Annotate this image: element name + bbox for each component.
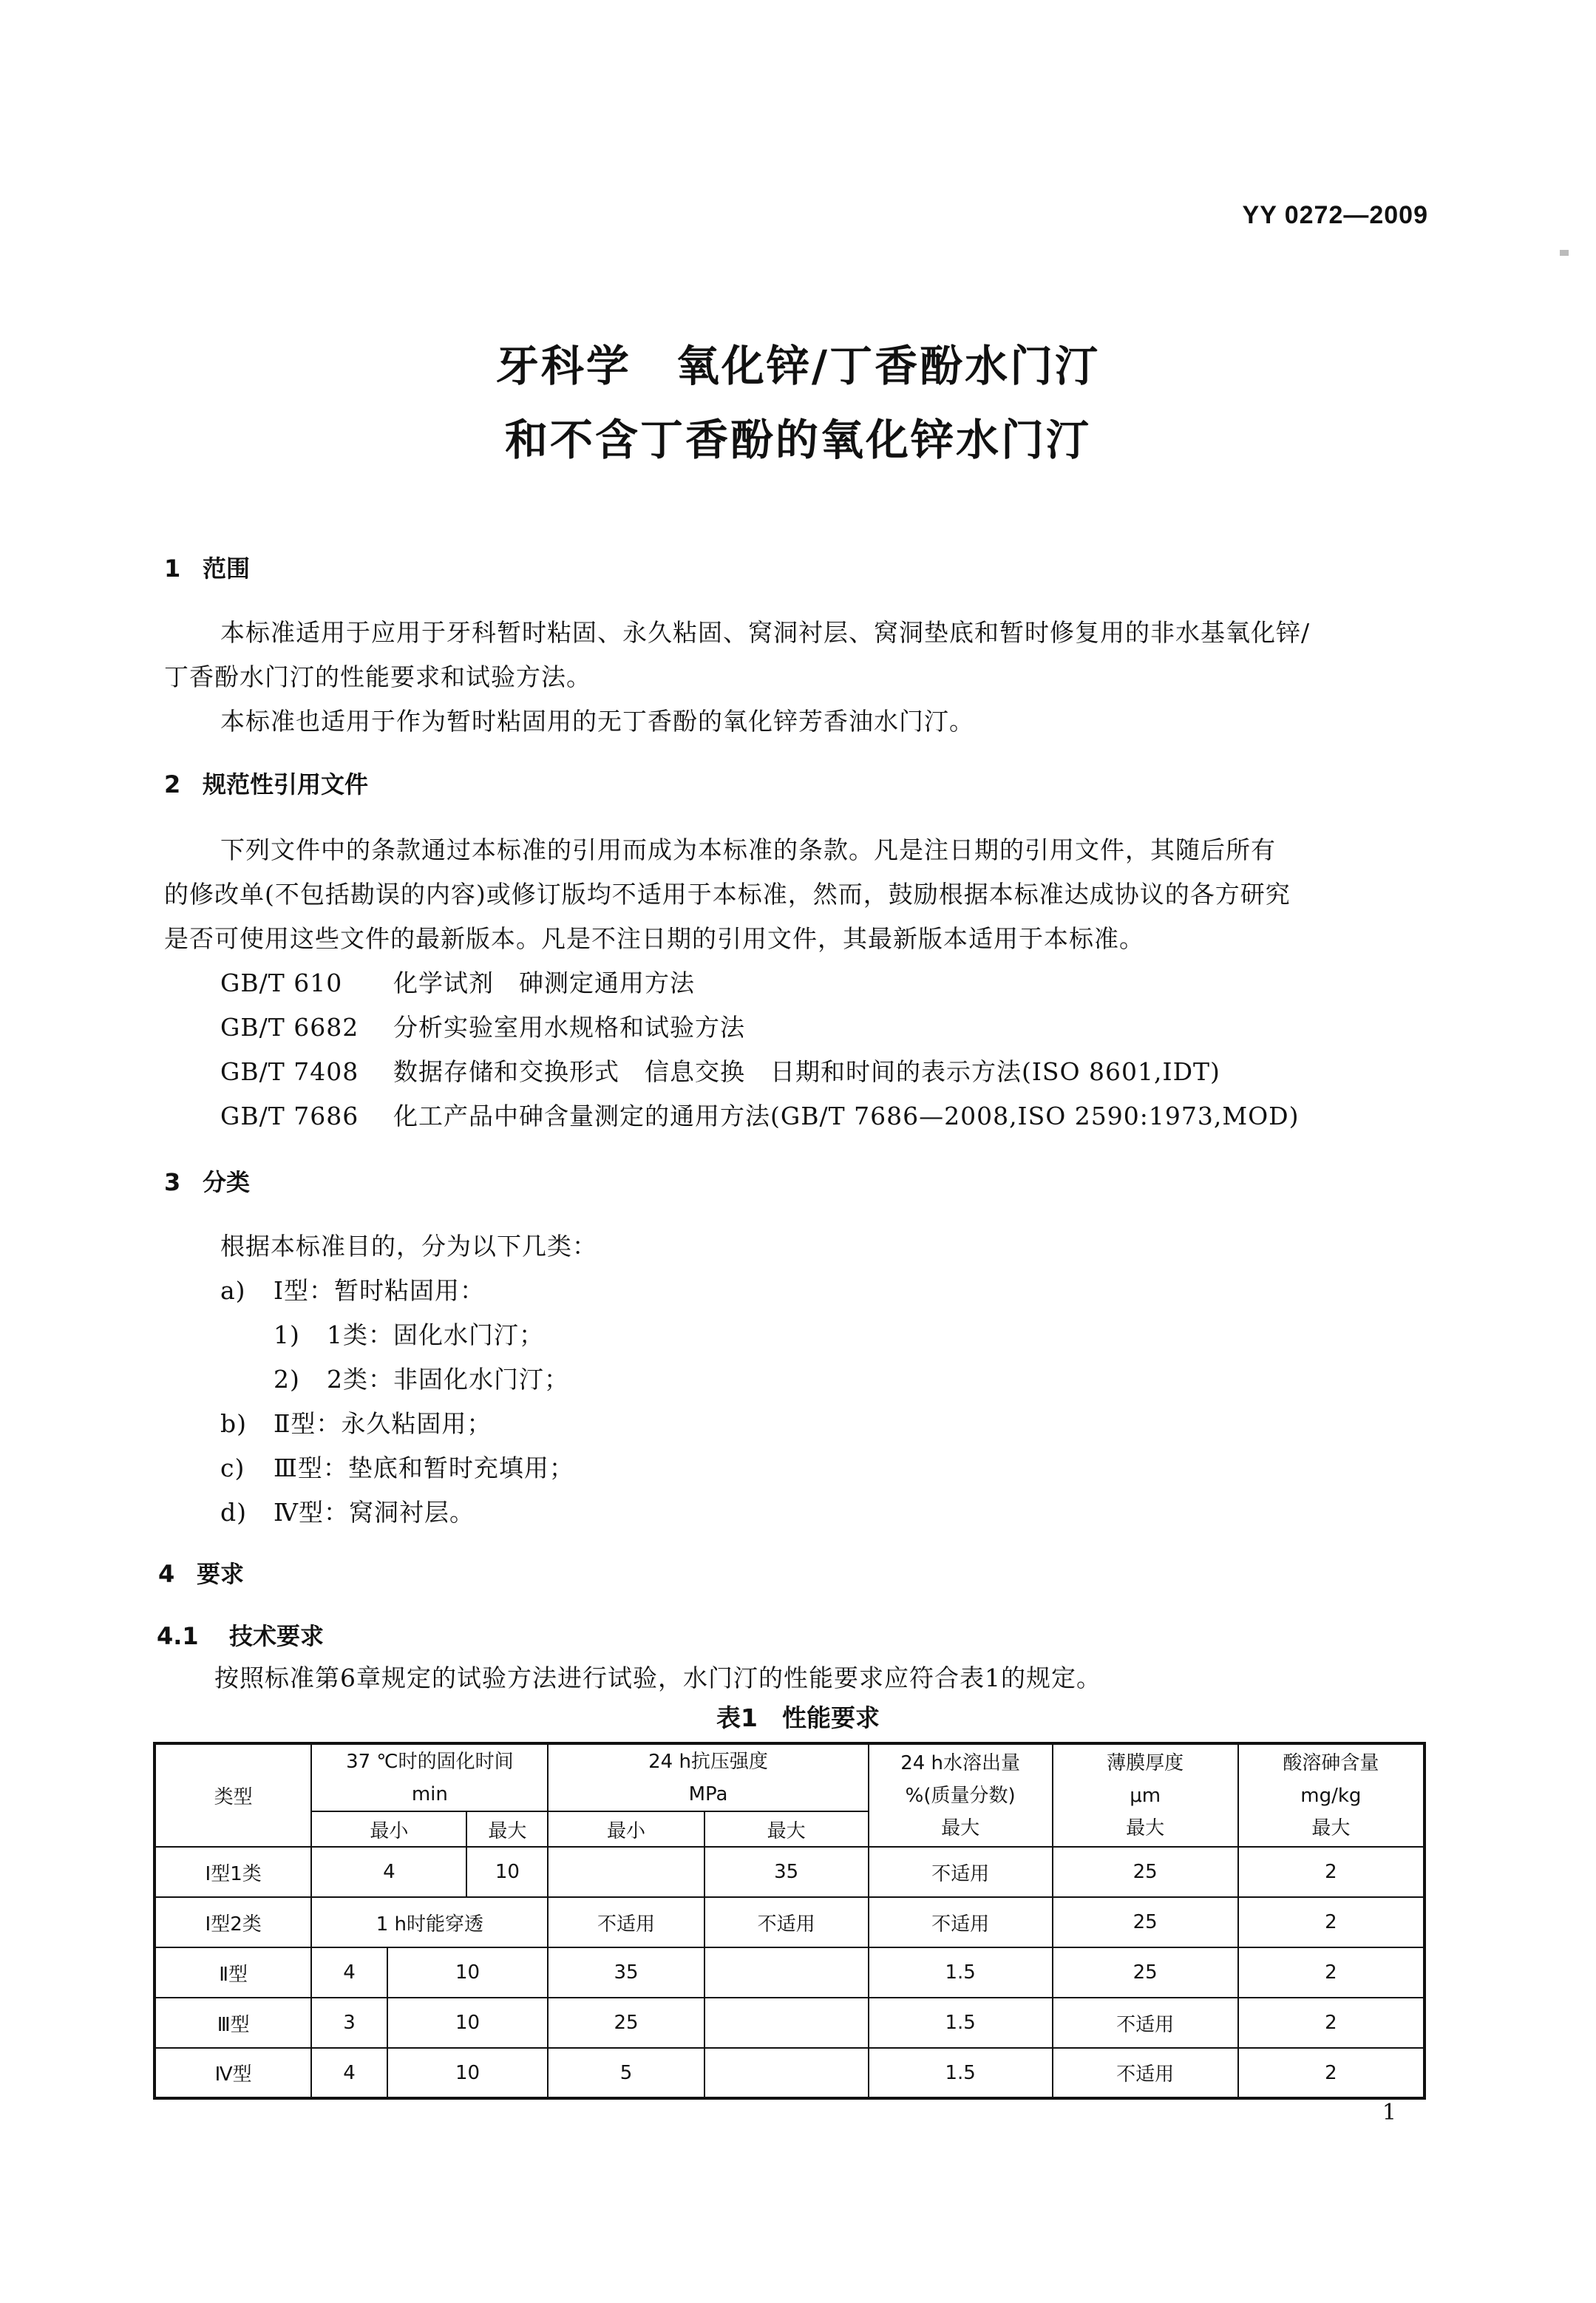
cell-strength-min: 25: [548, 1998, 704, 2048]
cell-arsenic: 2: [1238, 1947, 1424, 1998]
cell-type: Ⅰ型1类: [154, 1847, 311, 1897]
cell-strength-min: [548, 1847, 704, 1897]
standard-code: YY 0272—2009: [1242, 201, 1428, 229]
header-type: 类型: [154, 1743, 311, 1847]
table-row: [154, 1947, 1424, 1998]
section-4-1-para: 按照标准第6章规定的试验方法进行试验，水门汀的性能要求应符合表1的规定。: [214, 1663, 1101, 1692]
reference-item: GB/T 7686 化工产品中砷含量测定的通用方法(GB/T 7686—2008,ISO 2590:1973,MOD): [220, 1102, 1300, 1130]
cell-setting-max: 10: [466, 1847, 548, 1897]
document-title-line1: 牙科学 氧化锌/丁香酚水门汀: [495, 341, 1101, 391]
header-setting-min: 最小: [311, 1811, 466, 1847]
cell-arsenic: 2: [1238, 1998, 1424, 2048]
header-compressive-strength: 24 h抗压强度 MPa: [548, 1743, 868, 1811]
cell-type: Ⅳ型: [154, 2048, 311, 2098]
section-2-para-line3: 是否可使用这些文件的最新版本。凡是不注日期的引用文件，其最新版本适用于本标准。: [164, 924, 1144, 953]
cell-solubility: 1.5: [869, 1998, 1053, 2048]
cell-film: 不适用: [1053, 1998, 1238, 2048]
header-setting-max: 最大: [466, 1811, 548, 1847]
cell-film: 25: [1053, 1847, 1238, 1897]
cell-strength-max: [704, 1998, 869, 2048]
cell-arsenic: 2: [1238, 1897, 1424, 1947]
reference-item: GB/T 6682 分析实验室用水规格和试验方法: [220, 1013, 745, 1042]
cell-setting-merged: 1 h时能穿透: [311, 1897, 548, 1947]
section-1-heading: 1 范围: [164, 554, 251, 583]
class-item-c: c) Ⅲ型：垫底和暂时充填用；: [220, 1454, 574, 1482]
document-title-line2: 和不含丁香酚的氧化锌水门汀: [504, 415, 1091, 465]
cell-setting-max: 10: [387, 1947, 549, 1998]
header-solubility: 24 h水溶出量 %(质量分数) 最大: [869, 1743, 1053, 1847]
cell-strength-max: [704, 1947, 869, 1998]
table-row: [154, 1998, 1424, 2048]
section-3-heading: 3 分类: [164, 1168, 251, 1196]
scan-mark: [1560, 250, 1569, 256]
cell-solubility: 不适用: [869, 1897, 1053, 1947]
cell-strength-min: 5: [548, 2048, 704, 2098]
cell-arsenic: 2: [1238, 1847, 1424, 1897]
cell-setting-min: 4: [311, 2048, 387, 2098]
section-1-para1-line1: 本标准适用于应用于牙科暂时粘固、永久粘固、窝洞衬层、窝洞垫底和暂时修复用的非水基氧化锌/: [220, 618, 1311, 647]
header-setting-time: 37 ℃时的固化时间 min: [311, 1743, 548, 1811]
class-item-d: d) Ⅳ型：窝洞衬层。: [220, 1498, 475, 1527]
section-2-heading: 2 规范性引用文件: [164, 770, 369, 798]
section-1-para2: 本标准也适用于作为暂时粘固用的无丁香酚的氧化锌芳香油水门汀。: [220, 707, 974, 736]
cell-type: Ⅱ型: [154, 1947, 311, 1998]
table-row: [154, 1847, 1424, 1897]
table-caption: 表1 性能要求: [716, 1703, 880, 1732]
cell-solubility: 1.5: [869, 2048, 1053, 2098]
table-row: [154, 1897, 1424, 1947]
page-number: 1: [1382, 2100, 1396, 2126]
header-film-thickness: 薄膜厚度 μm 最大: [1053, 1743, 1238, 1847]
section-4-heading: 4 要求: [158, 1560, 245, 1588]
cell-strength-min: 不适用: [548, 1897, 704, 1947]
cell-setting-min: 4: [311, 1847, 466, 1897]
header-strength-max: 最大: [704, 1811, 869, 1847]
cell-strength-max: 35: [704, 1847, 869, 1897]
section-4-1-heading: 4.1 技术要求: [157, 1622, 325, 1650]
section-2-para-line1: 下列文件中的条款通过本标准的引用而成为本标准的条款。凡是注日期的引用文件，其随后所有: [220, 835, 1276, 864]
cell-setting-max: 10: [387, 2048, 549, 2098]
cell-solubility: 1.5: [869, 1947, 1053, 1998]
reference-item: GB/T 7408 数据存储和交换形式 信息交换 日期和时间的表示方法(ISO 8601,IDT): [220, 1057, 1220, 1086]
header-arsenic: 酸溶砷含量 mg/kg 最大: [1238, 1743, 1424, 1847]
section-2-para-line2: 的修改单(不包括勘误的内容)或修订版均不适用于本标准，然而，鼓励根据本标准达成协议的各方研究: [164, 880, 1291, 909]
cell-film: 25: [1053, 1897, 1238, 1947]
header-strength-min: 最小: [548, 1811, 704, 1847]
class-subitem-2: 2) 2类：非固化水门汀；: [274, 1365, 569, 1394]
section-3-intro: 根据本标准目的，分为以下几类：: [220, 1232, 597, 1261]
cell-strength-max: [704, 2048, 869, 2098]
cell-film: 不适用: [1053, 2048, 1238, 2098]
cell-setting-max: 10: [387, 1998, 549, 2048]
cell-type: Ⅰ型2类: [154, 1897, 311, 1947]
class-subitem-1: 1) 1类：固化水门汀；: [274, 1320, 544, 1349]
cell-film: 25: [1053, 1947, 1238, 1998]
cell-arsenic: 2: [1238, 2048, 1424, 2098]
cell-strength-max: 不适用: [704, 1897, 869, 1947]
reference-item: GB/T 610 化学试剂 砷测定通用方法: [220, 969, 695, 997]
section-1-para1-line2: 丁香酚水门汀的性能要求和试验方法。: [164, 662, 591, 691]
class-item-a: a) Ⅰ型：暂时粘固用：: [220, 1276, 486, 1305]
cell-setting-min: 4: [311, 1947, 387, 1998]
cell-strength-min: 35: [548, 1947, 704, 1998]
cell-type: Ⅲ型: [154, 1998, 311, 2048]
performance-table: [153, 1742, 1426, 2100]
cell-setting-min: 3: [311, 1998, 387, 2048]
table-row: [154, 2048, 1424, 2098]
cell-solubility: 不适用: [869, 1847, 1053, 1897]
class-item-b: b) Ⅱ型：永久粘固用；: [220, 1409, 492, 1438]
